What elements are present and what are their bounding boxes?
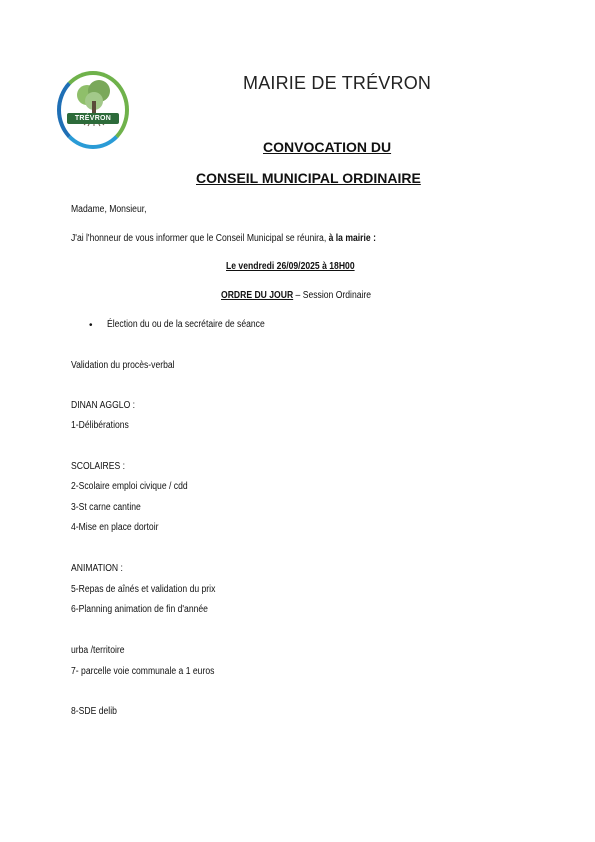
agenda-item-1: 1-Délibérations — [71, 420, 129, 431]
mairie-heading: MAIRIE DE TRÉVRON — [243, 73, 432, 93]
agenda-item-8: 8-SDE delib — [71, 706, 117, 717]
meeting-date: Le vendredi 26/09/2025 à 18H00 — [226, 261, 355, 272]
validation-text: Validation du procès-verbal — [71, 360, 175, 371]
ordre-line — [221, 290, 371, 301]
scolaires-heading: SCOLAIRES : — [71, 461, 126, 472]
trevron-logo — [55, 69, 131, 153]
agenda-item-3: 3-St carne cantine — [71, 502, 141, 513]
title-conseil: CONSEIL MUNICIPAL ORDINAIRE — [196, 170, 421, 186]
urba-heading: urba /territoire — [71, 645, 125, 656]
bullet-item: Élection du ou de la secrétaire de séance — [107, 319, 265, 330]
title-convocation: CONVOCATION DU — [263, 139, 392, 155]
intro-bold: à la mairie : — [328, 233, 376, 244]
agenda-item-2: 2-Scolaire emploi civique / cdd — [71, 481, 188, 492]
bullet-dot-icon: • — [89, 320, 93, 331]
logo-text: TRÉVRON — [74, 115, 112, 122]
dinan-heading: DINAN AGGLO : — [71, 400, 136, 411]
salutation: Madame, Monsieur, — [71, 204, 147, 215]
animation-heading: ANIMATION : — [71, 563, 123, 574]
intro-text: J'ai l'honneur de vous informer que le Conseil Municipal se réunira, — [71, 233, 327, 244]
ordre-label: ORDRE DU JOUR — [221, 290, 294, 301]
agenda-item-6: 6-Planning animation de fin d'année — [71, 604, 208, 615]
agenda-item-4: 4-Mise en place dortoir — [71, 522, 159, 533]
intro-line — [71, 233, 376, 244]
ordre-suffix: – Session Ordinaire — [295, 290, 372, 301]
agenda-item-7: 7- parcelle voie communale a 1 euros — [71, 666, 215, 677]
agenda-item-5: 5-Repas de aînés et validation du prix — [71, 584, 216, 595]
